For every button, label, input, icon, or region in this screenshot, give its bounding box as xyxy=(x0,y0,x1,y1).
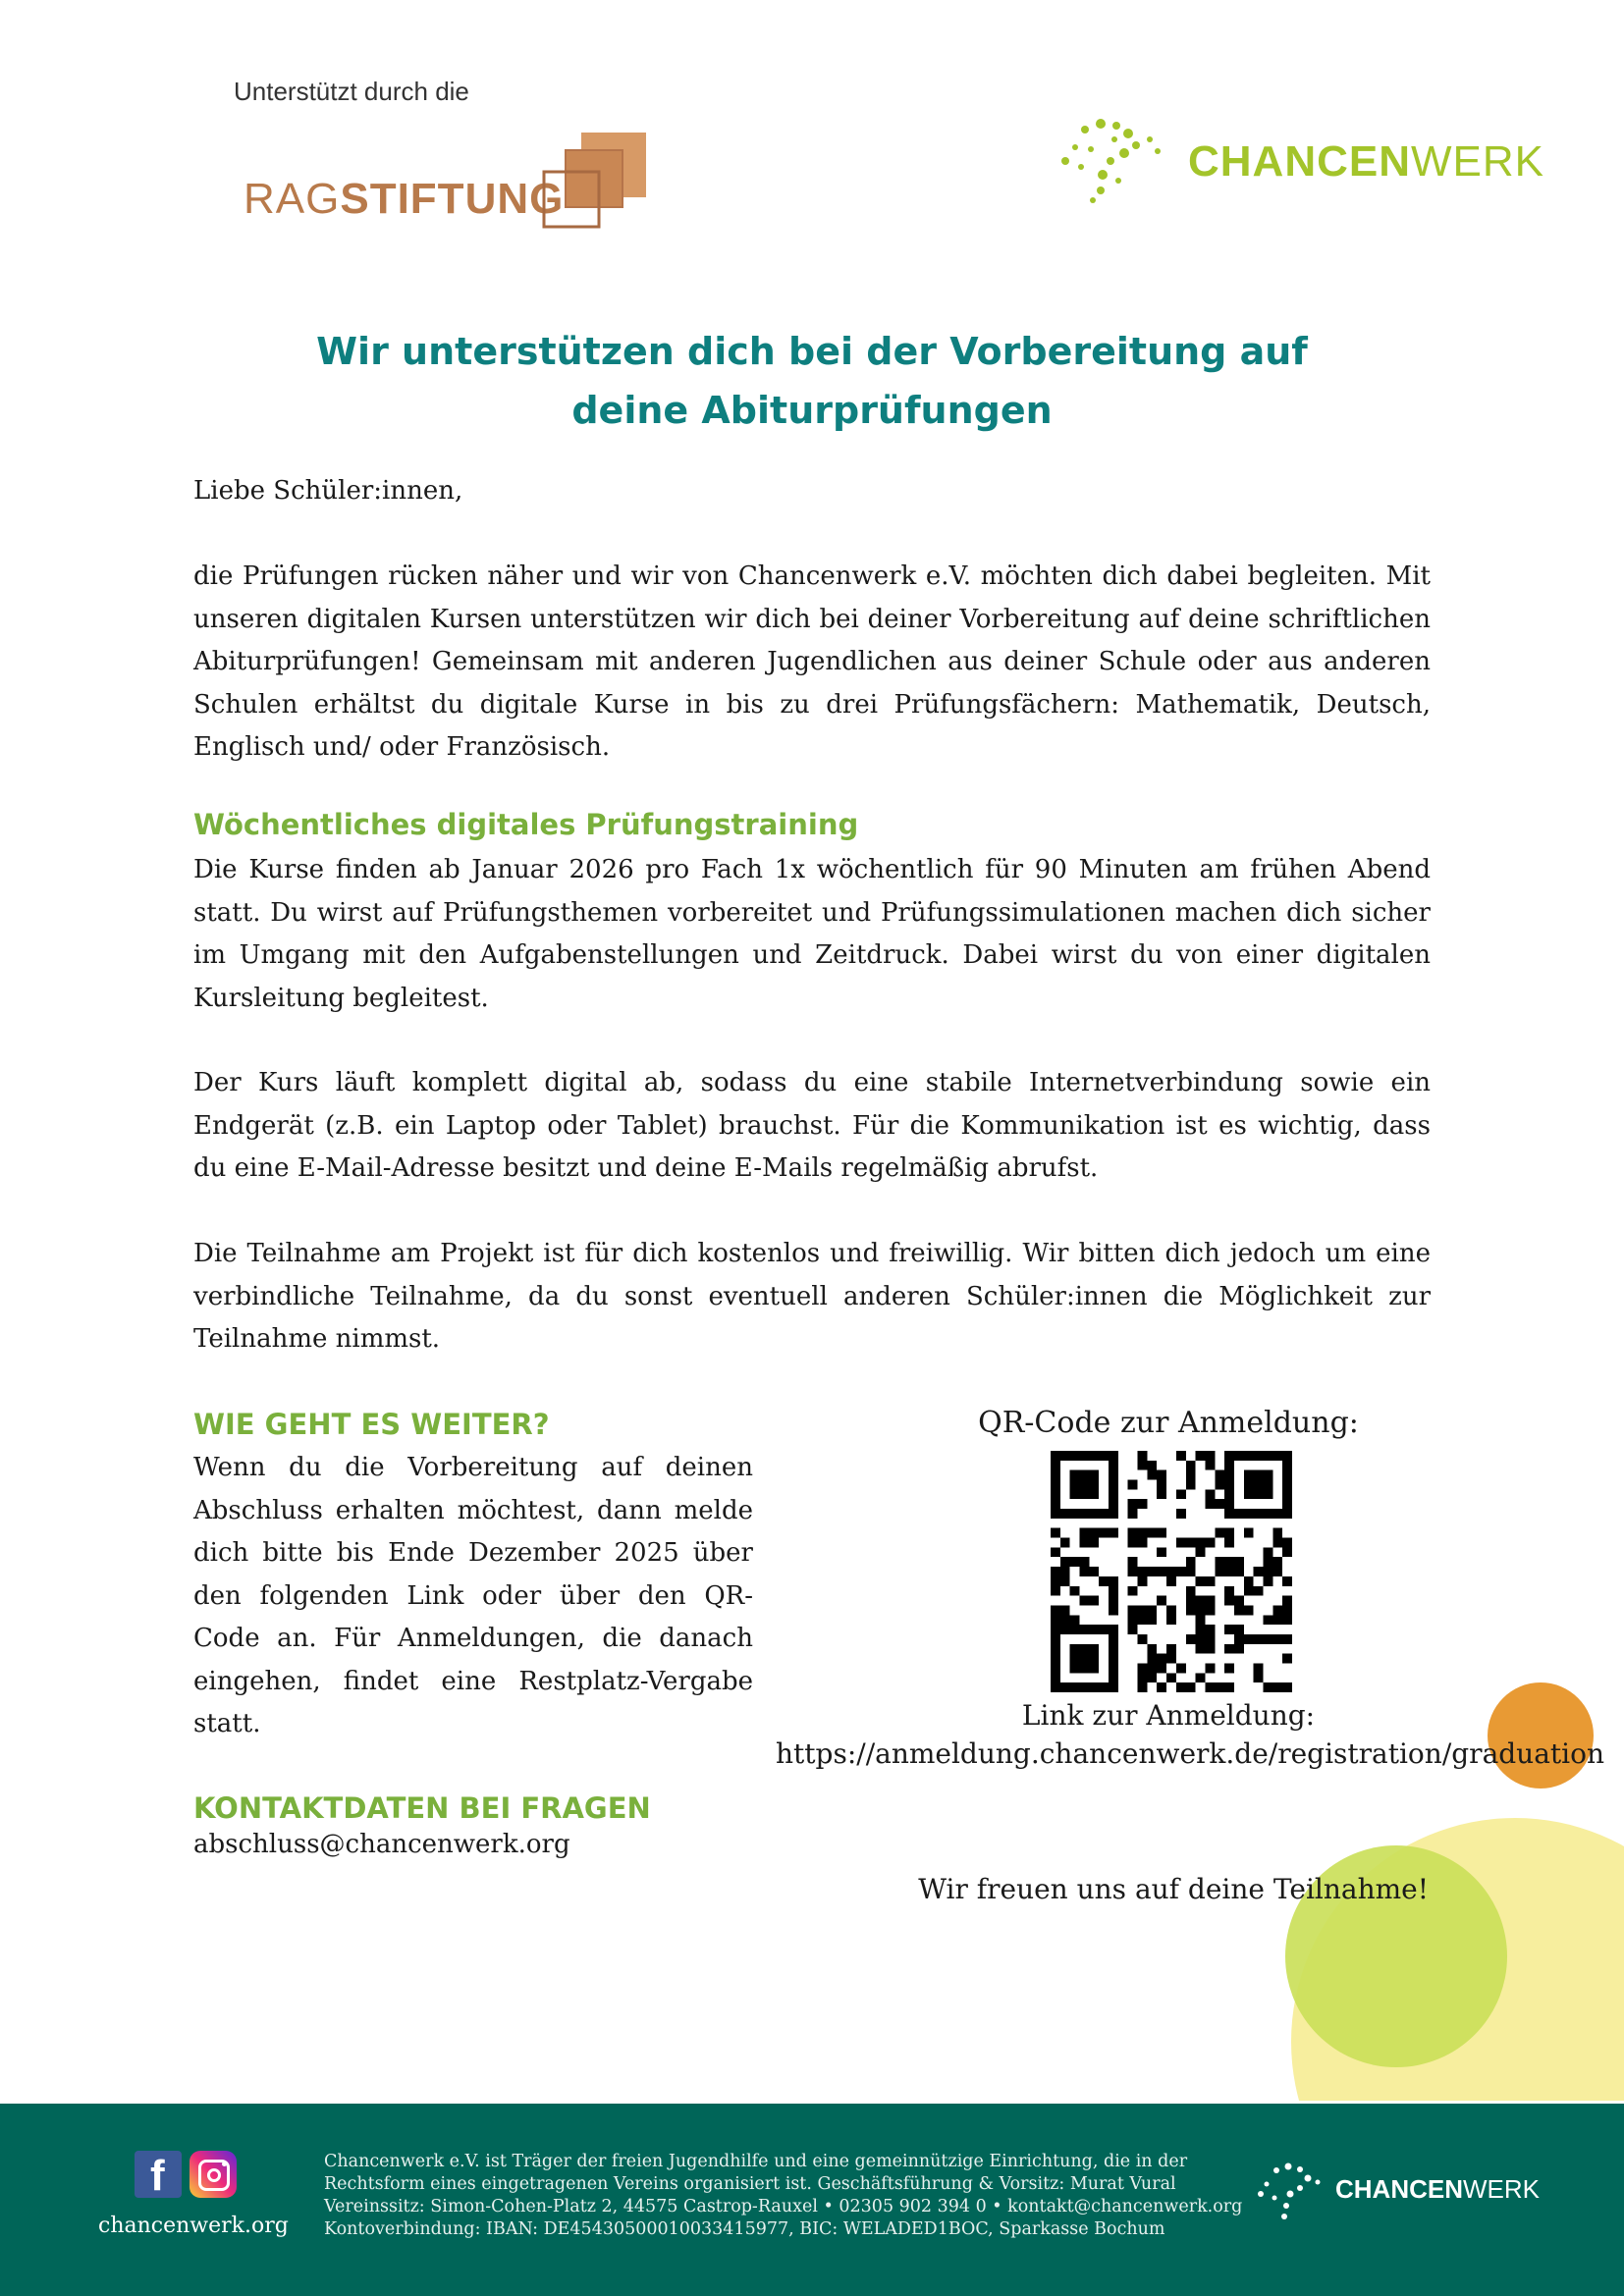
footer-wordmark xyxy=(1335,2174,1540,2205)
instagram-icon[interactable] xyxy=(189,2151,237,2198)
title-line-1: Wir unterstützen dich bei der Vorbereitung auf xyxy=(316,330,1308,373)
footer-logo-bold: CHANCEN xyxy=(1335,2174,1463,2204)
chancenwerk-dots-icon xyxy=(1056,118,1173,206)
intro-paragraph: die Prüfungen rücken näher und wir von Chancenwerk e.V. möchten dich dabei begleiten. Mit unseren digitalen Kursen unterstützen wir dich bei deiner Vorbereitung auf deine schriftlichen Abiturprüfungen! Gemeinsam mit anderen Jugendlichen aus deiner Schule oder aus anderen Schulen erhältst du digitale Kurse in bis zu drei Prüfungsfächern: Mathematik, Deutsch, Englisch und/ oder Französisch. xyxy=(193,561,1431,762)
qr-label: QR-Code zur Anmeldung: xyxy=(978,1406,1359,1440)
legal-line-1: Chancenwerk e.V. ist Träger der freien Jugendhilfe und eine gemeinnützige Einrichtung, die in der xyxy=(324,2152,1188,2171)
page-title xyxy=(196,322,1428,440)
legal-line-2: Rechtsform eines eingetragenen Vereins organisiert ist. Geschäftsführung & Vorsitz: Murat Vural xyxy=(324,2174,1176,2194)
footer-chancenwerk-logo xyxy=(1257,2163,1551,2221)
rag-squares-icon xyxy=(540,133,648,236)
digital-paragraph: Der Kurs läuft komplett digital ab, sodass du eine stabile Internetverbindung sowie ein Endgerät (z.B. ein Laptop oder Tablet) brauchst. Für die Kommunikation ist es wichtig, dass du eine E-Mail-Adresse besitzt und deine E-Mails regelmäßig abrufst. xyxy=(193,1068,1431,1183)
rag-stiftung-logo xyxy=(244,175,564,224)
contact-heading: KONTAKTDATEN BEI FRAGEN xyxy=(193,1791,651,1825)
support-text: Unterstützt durch die xyxy=(234,77,469,106)
footer-logo-light: WERK xyxy=(1463,2174,1540,2204)
rag-logo-light: RAG xyxy=(244,175,341,223)
link-label: Link zur Anmeldung: xyxy=(1021,1699,1316,1732)
registration-qr-code[interactable] xyxy=(1049,1451,1294,1692)
legal-line-3: Vereinssitz: Simon-Cohen-Platz 2, 44575 Castrop-Rauxel • 02305 902 394 0 • kontakt@chancenwerk.org xyxy=(324,2197,1243,2216)
chancenwerk-wordmark xyxy=(1188,137,1544,187)
closing-text: Wir freuen uns auf deine Teilnahme! xyxy=(918,1873,1429,1905)
footer-website[interactable]: chancenwerk.org xyxy=(98,2214,289,2238)
next-steps-paragraph: Wenn du die Vorbereitung auf deinen Abschluss erhalten möchtest, dann melde dich bitte bis Ende Dezember 2025 über den folgenden Link oder über den QR-Code an. Für Anmeldungen, die danach eingehen, findet eine Restplatz-Vergabe statt. xyxy=(193,1453,753,1738)
rag-logo-bold: STIFTUNG xyxy=(340,175,565,223)
next-steps-heading: WIE GEHT ES WEITER? xyxy=(193,1408,550,1441)
contact-email[interactable]: abschluss@chancenwerk.org xyxy=(193,1830,570,1859)
cw-logo-light: WERK xyxy=(1411,137,1544,186)
title-line-2: deine Abiturprüfungen xyxy=(571,389,1053,432)
footer-legal xyxy=(324,2151,1243,2241)
legal-line-4: Kontoverbindung: IBAN: DE45430500010033415977, BIC: WELADED1BOC, Sparkasse Bochum xyxy=(324,2219,1165,2239)
greeting: Liebe Schüler:innen, xyxy=(193,476,463,506)
facebook-icon[interactable]: f xyxy=(135,2151,182,2198)
cw-logo-bold: CHANCEN xyxy=(1188,137,1411,186)
training-heading: Wöchentliches digitales Prüfungstraining xyxy=(193,808,859,841)
chancenwerk-logo xyxy=(1056,118,1544,206)
participation-paragraph: Die Teilnahme am Projekt ist für dich kostenlos und freiwillig. Wir bitten dich jedoch um eine verbindliche Teilnahme, da du sonst eventuell anderen Schüler:innen die Möglichkeit zur Teilnahme nimmst. xyxy=(193,1239,1431,1354)
registration-link[interactable]: https://anmeldung.chancenwerk.de/registration/graduation xyxy=(776,1737,1605,1770)
training-paragraph: Die Kurse finden ab Januar 2026 pro Fach 1x wöchentlich für 90 Minuten am frühen Abend statt. Du wirst auf Prüfungsthemen vorbereitet und Prüfungssimulationen machen dich sicher im Umgang mit den Aufgabenstellungen und Zeitdruck. Dabei wirst du von einer digitalen Kursleitung begleitest. xyxy=(193,855,1431,1013)
footer xyxy=(0,2104,1624,2296)
footer-dots-icon xyxy=(1257,2163,1326,2221)
